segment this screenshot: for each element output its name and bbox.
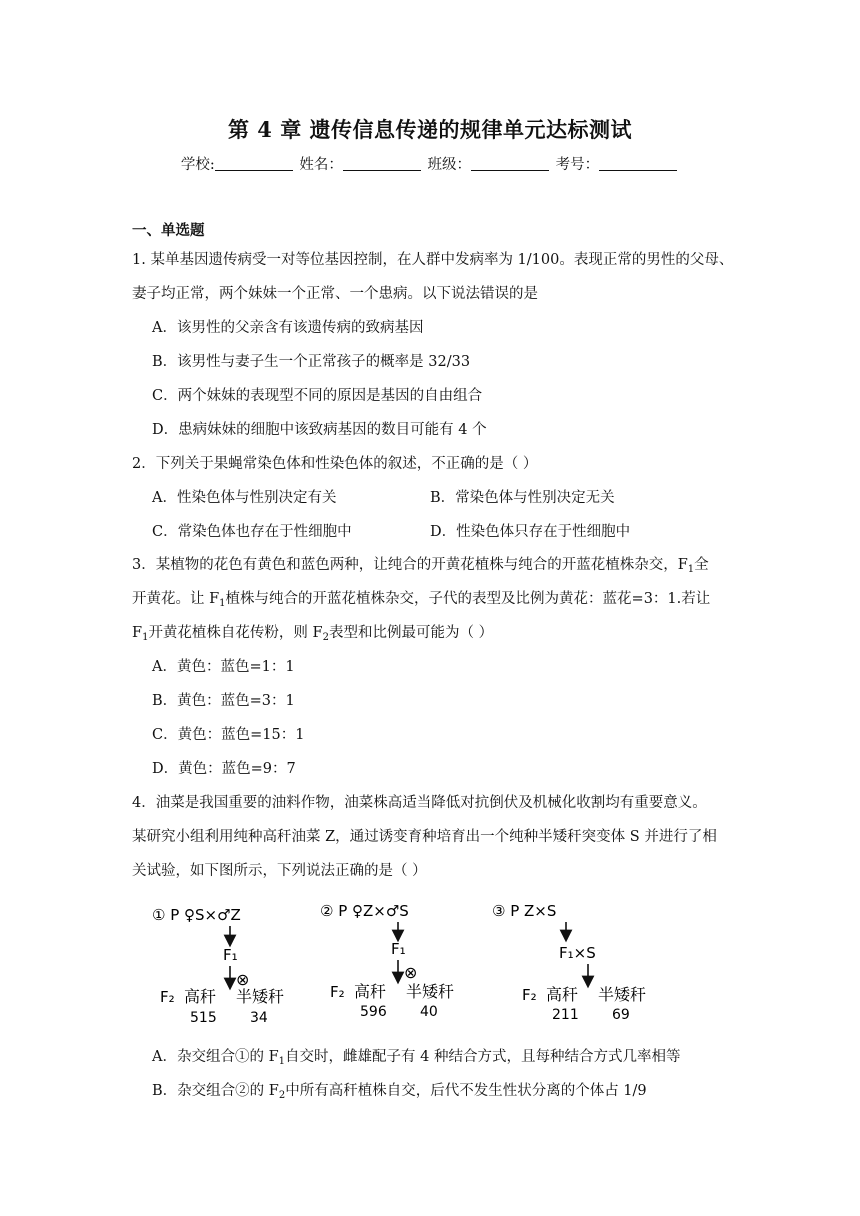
name-blank[interactable] bbox=[343, 156, 421, 171]
q2-option-d: D．性染色体只存在于性细胞中 bbox=[430, 524, 631, 540]
name-label: 姓名： bbox=[299, 157, 343, 173]
q2-stem: 2．下列关于果蝇常染色体和性染色体的叙述，不正确的是（ ） bbox=[132, 456, 538, 472]
q2-option-c: C．常染色体也存在于性细胞中 bbox=[152, 524, 352, 540]
q3-option-c: C．黄色：蓝色=15：1 bbox=[152, 727, 305, 743]
cross-1 bbox=[152, 906, 284, 1026]
q1-option-c: C．两个妹妹的表现型不同的原因是基因的自由组合 bbox=[152, 388, 483, 404]
q1-stem-line1: 1. 某单基因遗传病受一对等位基因控制，在人群中发病率为 1/100。表现正常的男性的父母、 bbox=[132, 252, 734, 268]
exam-no-label: 考号： bbox=[555, 157, 600, 173]
q1-option-b: B．该男性与妻子生一个正常孩子的概率是 32/33 bbox=[152, 354, 471, 370]
q4-stem-line1: 4．油菜是我国重要的油料作物，油菜株高适当降低对抗倒伏及机械化收割均有重要意义。 bbox=[132, 795, 707, 811]
q4-stem-line3: 关试验，如下图所示，下列说法正确的是（ ） bbox=[132, 863, 427, 879]
cross-1-short-count: 34 bbox=[250, 1010, 268, 1026]
q1-stem-line2: 妻子均正常，两个妹妹一个正常、一个患病。以下说法错误的是 bbox=[132, 286, 538, 302]
q2-option-a: A．性染色体与性别决定有关 bbox=[152, 490, 337, 506]
cross-3-header: ③ P Z×S bbox=[492, 902, 557, 920]
q3-option-d: D．黄色：蓝色=9：7 bbox=[152, 761, 296, 777]
exam-no-blank[interactable] bbox=[599, 156, 677, 171]
cross-3-f2: F₂ bbox=[522, 986, 537, 1004]
cross-3-tall-label: 高秆 bbox=[546, 985, 579, 1004]
cross-1-tall-label: 高秆 bbox=[184, 987, 217, 1006]
cross-3-short-count: 69 bbox=[612, 1007, 630, 1023]
q3-stem-line1: 3．某植物的花色有黄色和蓝色两种，让纯合的开黄花植株与纯合的开蓝花植株杂交，$F_1$全 bbox=[132, 557, 709, 575]
student-info-line bbox=[0, 153, 860, 174]
cross-2 bbox=[320, 902, 454, 1020]
q3-stem-line2: 开黄花。让 $F_1$植株与纯合的开蓝花植株杂交，子代的表型及比例为黄花：蓝花=3：1.若让 bbox=[132, 591, 711, 609]
q3-stem-line3: $F_1$开黄花植株自花传粉，则 $F_2$表型和比例最可能为（ ） bbox=[132, 625, 494, 643]
q4-stem-line2: 某研究小组利用纯种高秆油菜 Z，通过诱变育种培育出一个纯种半矮秆突变体 S 并进行了相 bbox=[132, 829, 717, 845]
cross-2-short-label: 半矮秆 bbox=[406, 982, 455, 1001]
cross-2-header: ② P ♀Z×♂S bbox=[320, 902, 409, 920]
cross-2-f2: F₂ bbox=[330, 983, 345, 1001]
cross-1-header: ① P ♀S×♂Z bbox=[152, 906, 241, 924]
q4-option-a: A．杂交组合①的 $F_1$自交时，雌雄配子有 4 种结合方式，且每种结合方式几率相等 bbox=[152, 1049, 681, 1067]
cross-1-tall-count: 515 bbox=[190, 1010, 217, 1026]
cross-2-tall-label: 高秆 bbox=[354, 982, 387, 1001]
q4-option-b: B．杂交组合②的 $F_2$中所有高秆植株自交，后代不发生性状分离的个体占 1/9 bbox=[152, 1083, 647, 1101]
cross-3-short-label: 半矮秆 bbox=[598, 985, 647, 1004]
section-title: 一、单选题 bbox=[132, 222, 205, 239]
q3-option-b: B．黄色：蓝色=3：1 bbox=[152, 693, 295, 709]
cross-2-self-symbol: ⊗ bbox=[404, 963, 418, 982]
cross-1-self-symbol: ⊗ bbox=[236, 970, 250, 989]
cross-diagram bbox=[140, 898, 680, 1033]
cross-3-tall-count: 211 bbox=[552, 1007, 579, 1023]
q1-option-d: D．患病妹妹的细胞中该致病基因的数目可能有 4 个 bbox=[152, 422, 487, 438]
page-title: 第 4 章 遗传信息传递的规律单元达标测试 bbox=[227, 117, 633, 142]
cross-2-f1: F₁ bbox=[391, 940, 406, 958]
cross-1-short-label: 半矮秆 bbox=[236, 987, 285, 1006]
cross-1-f2: F₂ bbox=[160, 988, 175, 1006]
q1-option-a: A．该男性的父亲含有该遗传病的致病基因 bbox=[152, 320, 424, 336]
cross-2-tall-count: 596 bbox=[360, 1004, 387, 1020]
class-label: 班级： bbox=[427, 157, 471, 173]
cross-1-f1: F₁ bbox=[223, 946, 238, 964]
cross-3 bbox=[492, 902, 646, 1023]
q3-option-a: A．黄色：蓝色=1：1 bbox=[152, 659, 295, 675]
cross-3-f1-cross: F₁×S bbox=[559, 944, 596, 962]
school-label: 学校: bbox=[180, 157, 215, 173]
q2-option-b: B．常染色体与性别决定无关 bbox=[430, 490, 615, 506]
school-blank[interactable] bbox=[215, 156, 293, 171]
class-blank[interactable] bbox=[471, 156, 549, 171]
cross-2-short-count: 40 bbox=[420, 1004, 438, 1020]
